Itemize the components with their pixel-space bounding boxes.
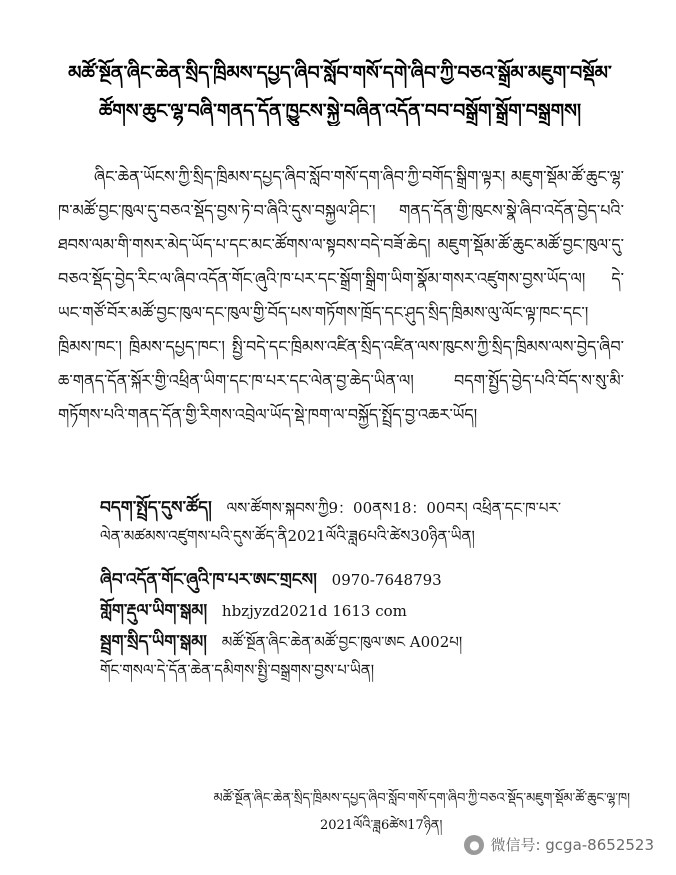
phone-label: ཞིབ་འདོན་གོང་ཞུའི་ཁ་པར་ཨང་གྲངས། (100, 570, 317, 590)
reporting-time-value-1: ལས་ཚོགས་སྐབས་ཀྱི9：00ནས18：00བར། འཕྲིན་དང་ཁ་པར་ (226, 499, 561, 517)
phone-value: 0970-7648793 (331, 571, 442, 589)
reporting-time-block (100, 494, 640, 550)
reporting-time-value-2: ལེན་མཚམས་འཛུགས་པའི་དུས་ཚོད་ནི2021ལོའི་ཟླ6པའི་ཚེས30ཉིན་ཡིན། (100, 527, 475, 545)
issue-date: 2021ལོའི་ཟླ6ཚེས17ཉིན། (320, 818, 443, 833)
email-block (100, 597, 640, 625)
email-value: hbzjyzd2021d 1613 com (221, 602, 407, 620)
reporting-time-label: བདག་སྤྲོད་དུས་ཚོད། (100, 498, 212, 518)
phone-block (100, 566, 640, 594)
document-title-line-2: ཚོགས་ཆུང་ལྷ་བཞི་གནད་དོན་ཁྱུངས་སྐྱེ་བཞིན་འདོན་བབ་བསྒྲོག་སྒྲོག་བསྒྲགས། (98, 100, 582, 122)
mail-block (100, 628, 640, 684)
mail-value: མཚོ་སྔོན་ཞིང་ཆེན་མཚོ་བྱང་ཁུལ་ཨང A002པ། (221, 633, 463, 651)
document-title-line-1: མཚོ་སྔོན་ཞིང་ཆེན་སྲིད་ཁྲིམས་དཔྱད་ཞིབ་སློབ་གསོ་དགེ་ཞིབ་ཀྱི་བཅའ་སྒྲོམ་མཇུག་བསྡོམ་ (68, 62, 612, 84)
body-paragraph: ཞིང་ཆེན་ཡོངས་ཀྱི་སྲིད་ཁྲིམས་དཔྱད་ཞིབ་སློབ་གསོ་དག་ཞིབ་ཀྱི་བགོད་སྒྲིག་ལྟར། མཇུག་སྡོམ་ཚོ་ཆུང་ལྷ་ཁ་མཚོ་བྱང་ཁུལ་དུ་བཅའ་སྡོད་བྱས་ཏེ་བ་ཞིའི་དུས་བསྐྱལ་ཤིང་། གནད་དོན་གྱི་ཁུངས་སྣེ་ཞིབ་འདོན་བྱེད་པའི་ཐབས་ལམ་གི་གསར་མེད་ཡོད་པ་དང་མང་ཚོགས་ལ་སྟབས་བདེ་བཟོ་ཆེད། མཇུག་སྡོམ་ཚོ་ཆུང་མཚོ་བྱང་ཁུལ་དུ་བཅའ་སྡོད་བྱེད་རིང་ལ་ཞིབ་འདོན་གོང་ཞུའི་ཁ་པར་དང་སྒྲོག་སྒྲིག་ཡིག་སྣོམ་གསར་འཛུགས་བྱས་ཡོད་ལ། དེ་ཡང་གཙོ་བོར་མཚོ་བྱང་ཁུལ་དང་ཁུལ་གྱི་བོད་པས་གཏོགས་ཁྲོད་དང་ཤུད་སྲིད་ཁྲིམས་ལུ་ལོང་ལྟ་ཁང་དང་། ཁྲིམས་ཁང་། ཁྲིམས་དཔྱད་ཁང་། སྤྱི་བདེ་དང་ཁྲིམས་འཛིན་སྲིད་འཛིན་ལས་ཁུངས་ཀྱི་སྲིད་ཁྲིམས་ལས་བྱེད་ཞིབ་ཆ་གནད་དོན་སྐོར་གྱི་འཕྲིན་ཡིག་དང་ཁ་པར་དང་ལེན་བྱ་ཆེད་ཡིན་ལ། བདག་སྤྱོད་བྱེད་པའི་བོད་ས་སུ་མི་གཏོགས་པའི་གནད་དོན་གྱི་རིགས་འབྲེལ་ཡོད་སྡེ་ཁག་ལ་བསྐྱོད་སྤྲོད་བྱ་འཆར་ཡོད། (58, 167, 624, 424)
mail-label: སྦྲག་སྲིད་ཡིག་སྒམ། (100, 632, 207, 652)
wechat-watermark (464, 834, 654, 855)
wechat-icon: ● (464, 835, 484, 855)
issuing-organization: མཚོ་སྔོན་ཞིང་ཆེན་སྲིད་ཁྲིམས་དཔྱད་ཞིབ་སློབ་གསོ་དག་ཞིབ་ཀྱི་བཅའ་སྡོད་མཇུག་སྡོམ་ཚོ་ཆུང་ལྷ་ཁ། (213, 791, 630, 806)
email-label: གློག་རྡུལ་ཡིག་སྒམ། (100, 601, 208, 621)
mail-note: གོང་གསལ་དེ་དོན་ཆེན་དམིགས་སྤྱི་བསྒྲགས་བྱས་པ་ཡིན། (100, 661, 375, 679)
watermark-text: 微信号: gcga-8652523 (490, 836, 654, 854)
